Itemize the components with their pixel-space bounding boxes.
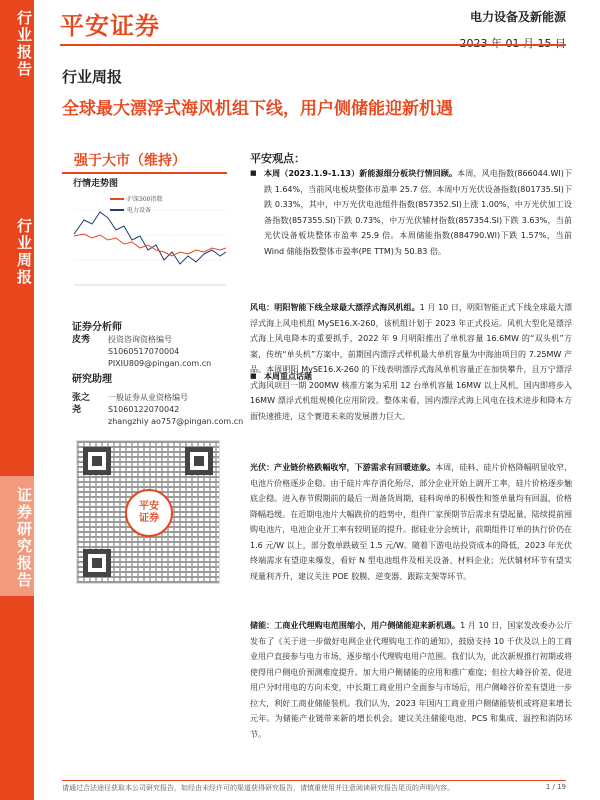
page-number: 1 / 19 [545, 783, 566, 791]
wind-paragraph: 风电：明阳智能下线全球最大漂浮式海风机组。1 月 10 日，明阳智能正式下线全球最大漂浮式海上风电机组 MySE16.X-260，该机组计划于 2023 年正式投运。风机大型化是漂浮式海上风电降本的重要抓手，2022 年 9 月明阳推出了单机容量 16.6MW 的“双头机”方案，传统“单头机”方案中，前期国内漂浮式样机最大单机容量为中海油项目的 7.25MW 产品。本周明阳 MySE16.X-260 的下线表明漂浮式海风单机容量正在加快攀升，且万宁漂浮式海风项目一期 200MW 核准方案为采用 12 台单机容量 16MW 以上风机，国内即将步入 16MW 漂浮式机组规模化应用阶段。整体来看，国内漂浮式海上风电在技术进步和降本方面快速推进，这个赛道未来的发展潜力巨大。 [250, 303, 572, 421]
qr-finder [83, 447, 111, 475]
footer-disclaimer: 请通过合法途径获取本公司研究报告，如经由未经许可的渠道获得研究报告，请慎重使用并注意阅读研究报告尾页的声明内容。 [62, 784, 454, 792]
chart-title: 行情走势图 [73, 179, 119, 189]
views-heading: 平安观点： [250, 152, 305, 165]
analyst-license-label: 投资咨询资格编号 [108, 335, 172, 344]
series-sector-line [74, 212, 226, 264]
analyst-license-number: S1060517070004 [108, 347, 180, 356]
assistant-email: zhangzhiy ao757@pingan.com.cn [108, 417, 244, 426]
analyst-email: PIXIU809@pingan.com.cn [108, 359, 212, 368]
assistant-name-row: 张之尧 一般证券从业资格编号 [72, 393, 188, 415]
footer [62, 780, 566, 793]
assistant-license-number: S1060122070042 [108, 405, 180, 414]
chart-legend [110, 194, 162, 216]
analyst-name-row: 皮秀 投资咨询资格编号 [72, 335, 172, 345]
report-title: 全球最大漂浮式海风机组下线，用户侧储能迎新机遇 [62, 99, 453, 119]
legend-item-sector: 电力设备 [110, 205, 162, 214]
report-type: 行业周报 [62, 68, 123, 86]
company-logo: 平安证券 [60, 12, 160, 40]
topic-heading: ■ 本周重点话题 [250, 369, 572, 385]
qr-finder [83, 549, 111, 577]
legend-item-index: 沪深300指数 [110, 194, 162, 203]
sidebar-tab-weekly: 行业周报 [15, 218, 33, 286]
rating-divider [62, 172, 227, 174]
header-divider [60, 44, 566, 46]
storage-paragraph: 储能：工商业代理购电范围缩小，用户侧储能迎来新机遇。1 月 10 日，国家发改委办公厅发布了《关于进一步做好电网企业代理购电工作的通知》，鼓励支持 10 千伏及以上的工商业用户直接参与电力市场，逐步缩小代理购电用户范围。我们认为，此次新规推行初期或将使得用户侧电价预测难度提升。加大用户侧储能的应用和推广难度；但拉大峰谷价差、促进用户分时用电的方向未变，中长期工商业用户全面参与市场后，用户侧峰谷价差有望进一步拉大，利好工商业储能装机。我们认为，2023 年国内工商业用户侧储能装机或将迎来增长元年。为储能产业链带来新的增长机会。建议关注储能电池、PCS 和集成、温控和消防环节。 [250, 621, 572, 739]
qr-code [76, 440, 220, 584]
analyst-heading: 证券分析师 [72, 322, 122, 333]
summary-paragraph: ■ 本周（2023.1.9-1.13）新能源细分板块行情回顾。本周，风电指数(866044.WI)下跌 1.64%，当前风电板块整体市盈率 25.7 倍。本周中万光伏设备指数(801735.SI)下跌 0.33%，其中，中万光伏电池组件指数(857352.SI)上涨 1.00%，中万光伏加工设备指数(857355.SI)下跌 0.73%，中万光伏辅材指数(857354.SI)下跌 3.63%，当前光伏设备板块整体市盈率 25.9 倍。本周储能指数(884790.WI)下跌 1.57%，当前 Wind 储能指数整体市盈率(PE TTM)为 50.83 倍。 [250, 166, 572, 259]
qr-logo: 平安 证券 [125, 489, 173, 537]
sidebar [0, 0, 34, 800]
sidebar-tab-research: 证券研究报告 [0, 476, 34, 596]
industry-label: 电力设备及新能源 [469, 10, 566, 24]
assistant-license-label: 一般证券从业资格编号 [108, 393, 188, 402]
pv-paragraph: 光伏：产业链价格跌幅收窄，下游需求有回暖迹象。本周，硅料、硅片价格降幅明显收窄，电池片价格逐步企稳。由于硅片库存消化殆尽，部分企业开始上调开工率，硅片价格逐步触底企稳。进入春节假期前的最后一周备货周期，硅料询单的积极性和签单量均有回温，价格降幅趋缓。在近期电池片大幅跌价的趋势中，组件厂家预期节后需求有望起量，陆续提前囤购电池片，电池企业开工率有较明显的提升。据硅业分会统计，前期组件订单的执行价仍在 1.6 元/W 以上，部分数单跌破至 1.5 元/W。随着下游电站投资成本的降低，2023 年光伏终端需求有望迎来爆发，看好 N 型电池组件及相关设备、材料企业；光伏辅材环节有望实现量利齐升，建议关注 POE 胶膜、逆变器、跟踪支架等环节。 [250, 463, 573, 581]
assistant-heading: 研究助理 [72, 374, 112, 385]
qr-finder [185, 447, 213, 475]
rating: 强于大市（维持） [74, 153, 186, 169]
report-date [460, 35, 566, 51]
series-index-line [74, 234, 226, 256]
price-trend-chart [70, 190, 230, 296]
sidebar-tab-industry-report: 行业报告 [15, 10, 33, 78]
